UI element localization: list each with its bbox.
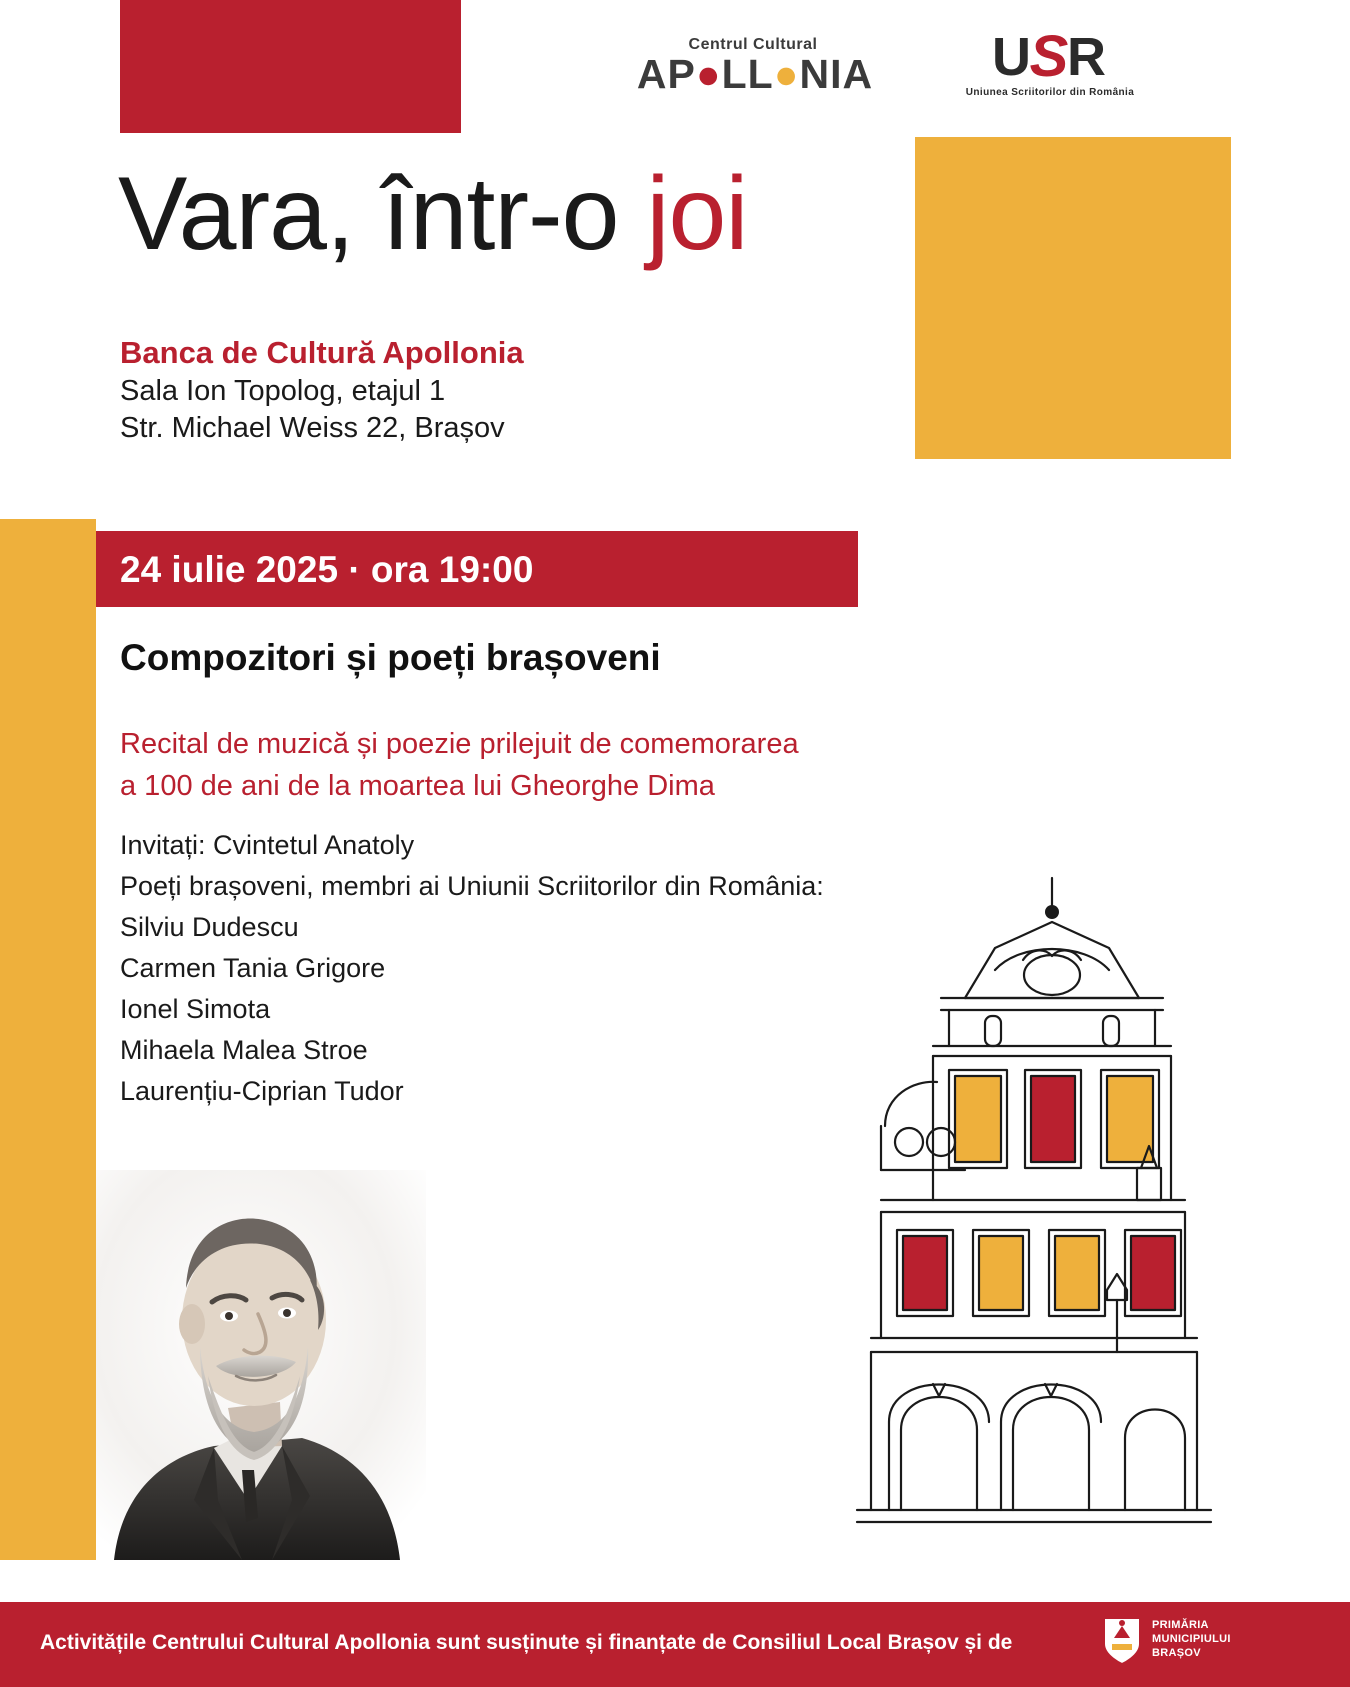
- primaria-line-3: BRAȘOV: [1152, 1646, 1201, 1659]
- primaria-line-2: MUNICIPIULUI: [1152, 1633, 1231, 1646]
- apollonia-logo-dot-yellow: ●: [773, 51, 800, 97]
- guests-line-poet-2: Carmen Tania Grigore: [120, 953, 386, 984]
- apollonia-logo: [625, 36, 885, 104]
- footer-bar: [0, 1602, 1350, 1687]
- event-subtitle: [120, 723, 799, 807]
- usr-logo-wordmark: [965, 24, 1135, 89]
- guests-list: [120, 825, 824, 1112]
- event-subtitle-line-1: Recital de muzică și poezie prilejuit de comemorarea: [120, 728, 799, 760]
- primaria-line-1: PRIMĂRIA: [1152, 1619, 1209, 1632]
- apollonia-logo-top-text: Centrul Cultural: [688, 36, 818, 53]
- apollonia-logo-ll: LL: [721, 51, 774, 97]
- usr-logo: [965, 24, 1135, 108]
- poster-title: [118, 156, 748, 272]
- venue-room: Sala Ion Topolog, etajul 1: [120, 374, 446, 407]
- apollonia-logo-dot-red: ●: [695, 51, 722, 97]
- decorative-block-yellow-left: [0, 519, 96, 1560]
- usr-logo-u: U: [991, 27, 1033, 87]
- apollonia-logo-nia: NIA: [799, 51, 874, 97]
- usr-logo-r: R: [1067, 27, 1108, 87]
- date-text: 24 iulie 2025 · ora 19:00: [120, 549, 534, 590]
- usr-logo-subtitle: Uniunea Scriitorilor din România: [965, 87, 1135, 98]
- footer-text: Activitățile Centrului Cultural Apollonia sunt susținute și finanțate de Consiliul Local Brașov și de: [40, 1631, 1013, 1654]
- venue-address: Str. Michael Weiss 22, Brașov: [120, 411, 505, 444]
- guests-line-poet-4: Mihaela Malea Stroe: [120, 1035, 368, 1066]
- usr-logo-script-s: S: [1029, 24, 1071, 89]
- event-subtitle-line-2: a 100 de ani de la moartea lui Gheorghe Dima: [120, 770, 715, 803]
- guests-line-invitati: Invitați: Cvintetul Anatoly: [120, 830, 415, 860]
- apollonia-logo-wordmark: [625, 51, 885, 97]
- guests-line-poets-header: Poeți brașoveni, membri ai Uniunii Scriitorilor din România:: [120, 871, 824, 902]
- guests-line-poet-3: Ionel Simota: [120, 994, 271, 1025]
- venue-block: [120, 333, 524, 447]
- decorative-block-yellow-right: [915, 137, 1231, 459]
- building-illustration: [845, 870, 1245, 1530]
- decorative-block-red-top: [120, 0, 461, 133]
- date-bar: [96, 531, 858, 607]
- poster-title-main: Vara, într-o: [118, 156, 647, 272]
- portrait-gheorghe-dima: [96, 1170, 426, 1560]
- primaria-brasov-logo: [1100, 1614, 1231, 1666]
- poster-title-accent: joi: [646, 156, 748, 272]
- venue-name: Banca de Cultură Apollonia: [120, 335, 524, 370]
- primaria-brasov-logo-text: [1152, 1619, 1231, 1660]
- guests-line-poet-1: Silviu Dudescu: [120, 912, 299, 943]
- guests-line-poet-5: Laurențiu-Ciprian Tudor: [120, 1076, 404, 1107]
- apollonia-logo-ap: AP: [636, 51, 696, 97]
- crest-icon: [1100, 1614, 1144, 1666]
- event-title: Compozitori și poeți brașoveni: [120, 637, 661, 678]
